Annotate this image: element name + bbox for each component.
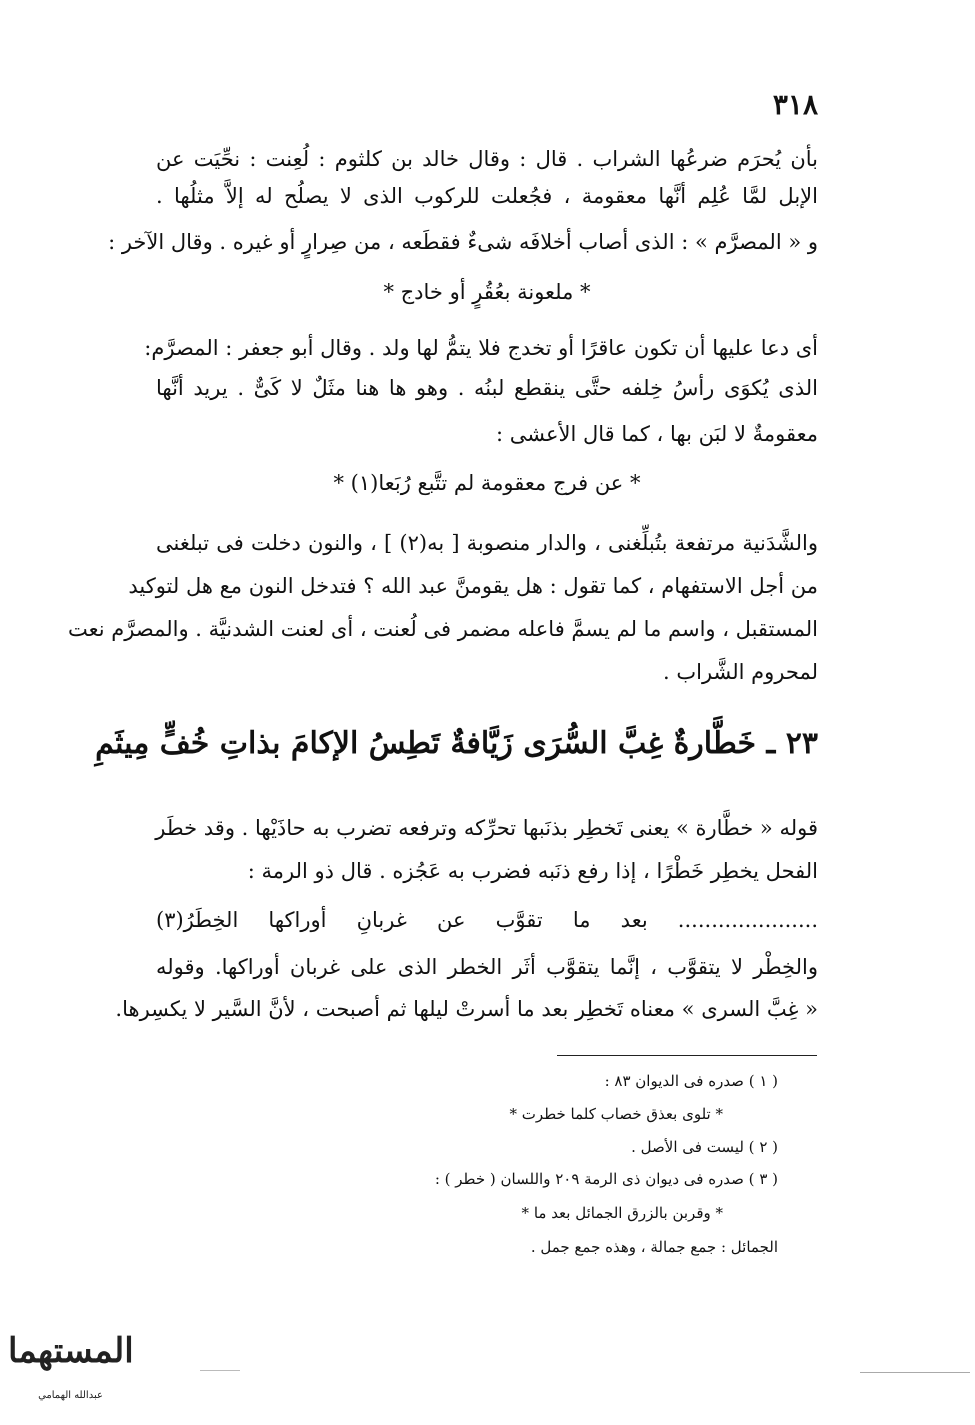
text-line: « غِبَّ السرى » معناه تَخطِر بعد ما أسرتْ ليلها ثم أصبحت ، لأنَّ السَّير لا يكسِرها. xyxy=(115,997,818,1021)
text-line: الإبل لمَّا عُلِم أنَّها معقومة ، فجُعلت للركوب الذى لا يصلُح له إلاَّ مثلُها . xyxy=(156,184,818,208)
text-line: أى دعا عليها أن تكون عاقرًا أو تخدج فلا يتمُّ لها ولد . وقال أبو جعفر : المصرَّم: xyxy=(144,336,818,360)
text-line: قوله « خطَّارة » يعنى تَخطِر بذنَبها تحرِّكه وترفعه تضرب به حاذَيْها . وقد خطَر xyxy=(155,816,818,840)
text-line: بأن يُحرَم ضرعُها الشراب . قال : وقال خالد بن كلثوم : لُعِنت : نحِّيَت عن xyxy=(156,147,818,171)
library-logo xyxy=(8,1318,133,1403)
scan-artifact-line xyxy=(200,1370,240,1371)
text-line: المستقبل ، واسم ما لم يسمَّ فاعله مضمر فى لُعنت ، أى لعنت الشدنيَّة . والمصرَّم نعت xyxy=(68,617,818,641)
text-line: و « المصرَّم » : الذى أصاب أخلافَه شىءٌ فقطَعه ، من صِرارٍ أو غيره . وقال الآخر : xyxy=(108,230,818,254)
text-line: الذى يُكوَى رأسُ خِلفه حتَّى ينقطع لبنُه . وهو ها هنا مثَلٌ لا كَىٌّ . يريد أنَّها xyxy=(156,376,818,400)
text-line: والشَّدَنية مرتفعة بتُبلِّغنى ، والدار منصوبة [ به(٢) ] ، والنون دخلت فى تبلغنى xyxy=(156,531,819,555)
text-line: معقومةٌ لا لبَن بها ، كما قال الأعشى : xyxy=(495,422,818,446)
scan-artifact-line xyxy=(860,1372,970,1373)
poem-verse-heading: ٢٣ ـ خَطَّارةٌ غِبَّ السُّرَى زَيَّافةٌ تَطِسُ الإكامَ بذاتِ خُفٍّ مِيثَمِ xyxy=(95,726,818,761)
logo-subtext: عبدالله الهمامي xyxy=(38,1390,103,1401)
footnote-verse: * وقربن بالزرق الجمائل بعد ما * xyxy=(521,1204,723,1222)
verse-line: * ملعونة بعُقُرٍ أو خادج * xyxy=(383,280,591,304)
page-number: ٣١٨ xyxy=(772,88,818,121)
footnote: الجمائل : جمع جمالة ، وهذه جمع جمل . xyxy=(530,1238,778,1256)
text-line: لمحروم الشَّراب . xyxy=(662,660,818,684)
text-line: الفحل يخطِر خَطْرًا ، إذا رفع ذنَبه فضرب به عَجُزه . قال ذو الرمة : xyxy=(247,859,818,883)
footnote: ( ٢ ) ليست فى الأصل . xyxy=(631,1138,778,1156)
footnote-verse: * تلوى بعذق خصاب كلما خطرت * xyxy=(509,1105,723,1123)
verse-line: ..................... بعد ما تقوَّب عن غربانِ أوراكها الخِطَرُ(٣) xyxy=(156,908,818,932)
footnote: ( ١ ) صدره فى الديوان ٨٣ : xyxy=(604,1072,778,1090)
footnote: ( ٣ ) صدره فى ديوان ذى الرمة ٢٠٩ واللسان ( خطر ) : xyxy=(434,1170,778,1188)
text-line: والخِطْر لا يتقوَّب ، إنَّما يتقوَّب أثَر الخطر الذى على غربان أوراكها. وقوله xyxy=(156,955,818,979)
footnote-separator xyxy=(557,1055,817,1056)
logo-text: المستهما xyxy=(8,1331,134,1371)
text-line: من أجل الاستفهام ، كما تقول : هل يقومنَّ عبد الله ؟ فتدخل النون مع هل لتوكيد xyxy=(128,574,818,598)
verse-line: * عن فرج معقومة لم تتَّبع رُبَعا(١) * xyxy=(333,471,641,495)
